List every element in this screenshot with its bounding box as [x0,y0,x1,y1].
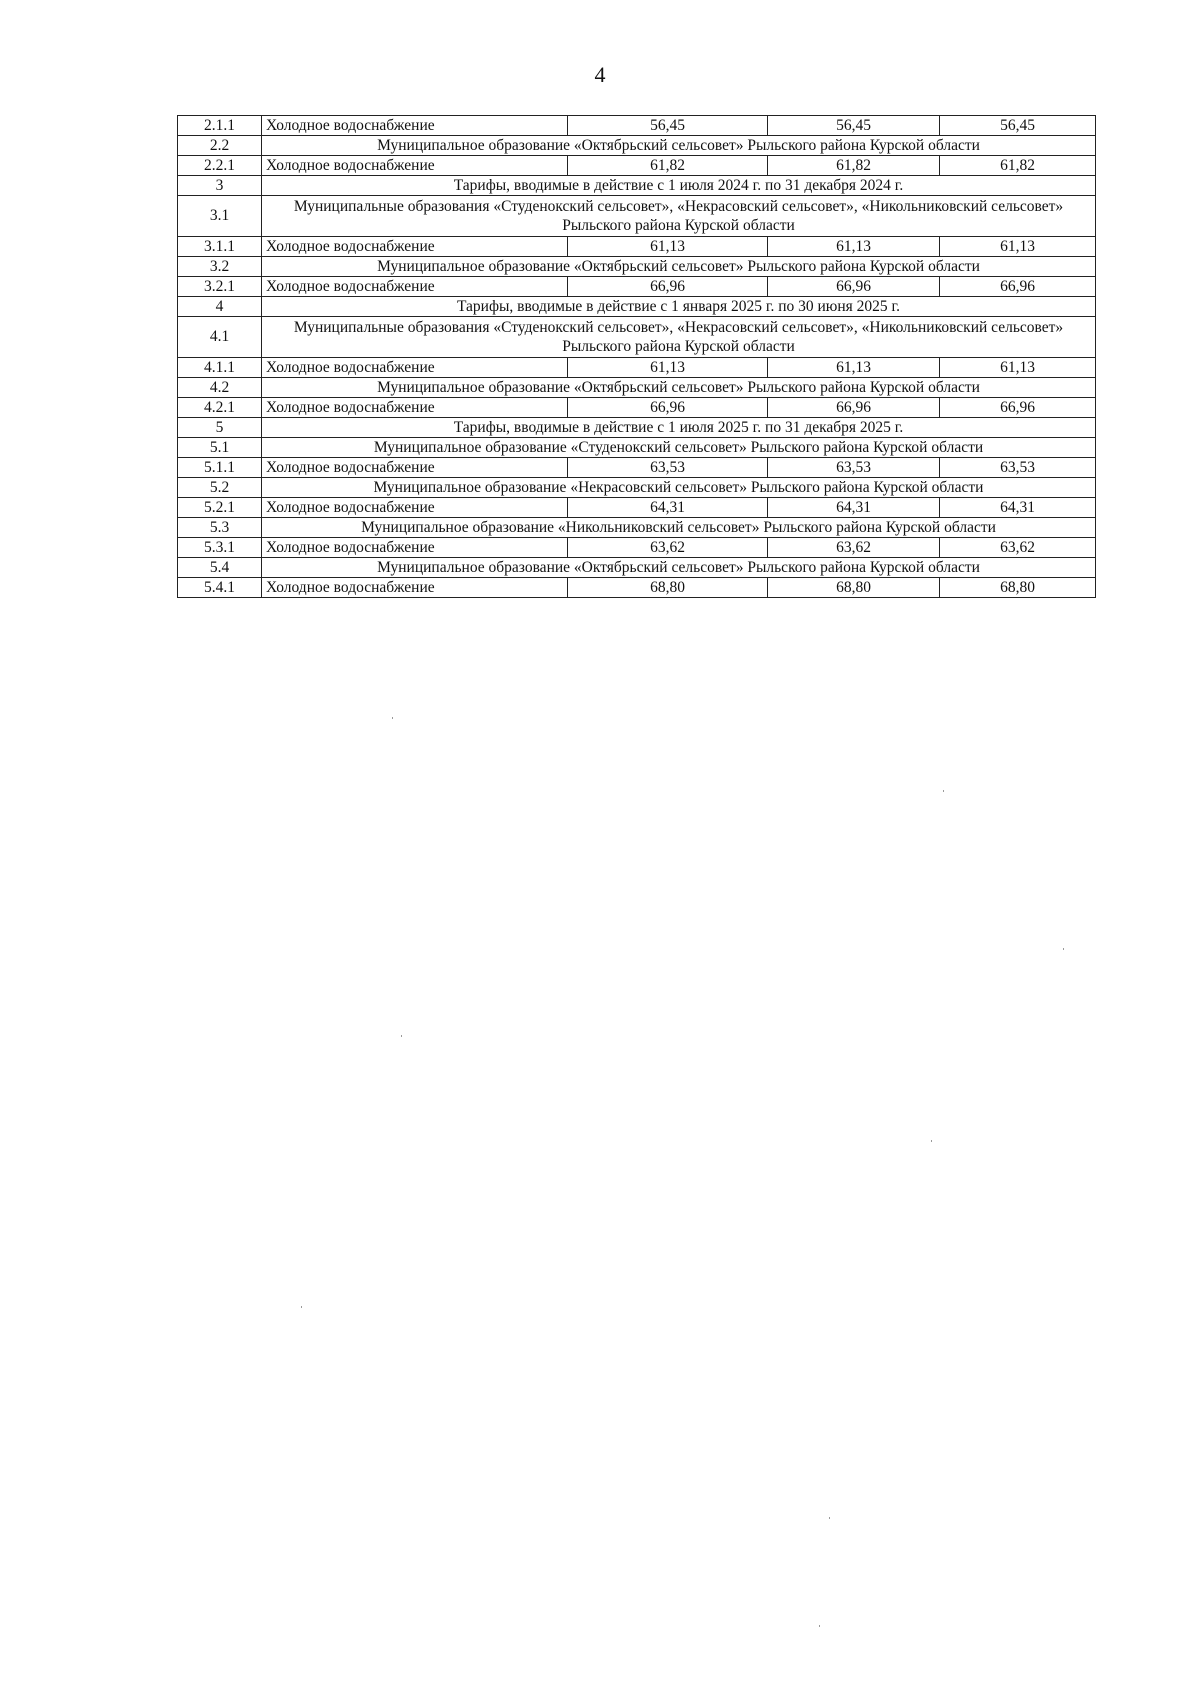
section-title: Муниципальное образование «Октябрьский сельсовет» Рыльского района Курской области [262,378,1096,398]
row-number: 2.2.1 [178,156,262,176]
section-title: Тарифы, вводимые в действие с 1 июля 2025 г. по 31 декабря 2025 г. [262,418,1096,438]
tariff-value: 66,96 [568,277,768,297]
row-number: 5 [178,418,262,438]
tariff-value: 61,82 [568,156,768,176]
tariff-value: 61,13 [768,358,940,378]
scan-speck [392,717,393,719]
tariff-value: 66,96 [568,398,768,418]
section-row [178,257,1096,277]
row-number: 3.2 [178,257,262,277]
row-number: 5.3.1 [178,538,262,558]
section-title: Муниципальное образование «Октябрьский сельсовет» Рыльского района Курской области [262,136,1096,156]
section-title: Муниципальные образования «Студенокский сельсовет», «Некрасовский сельсовет», «Никольниковский сельсовет» Рыльского района Курской области [262,196,1096,237]
section-row [178,378,1096,398]
tariff-table [177,115,1096,598]
scan-speck [401,1035,402,1037]
tariff-value: 63,62 [940,538,1096,558]
tariff-value: 66,96 [768,398,940,418]
section-title: Тарифы, вводимые в действие с 1 июля 2024 г. по 31 декабря 2024 г. [262,176,1096,196]
row-number: 3.1.1 [178,237,262,257]
row-number: 4.2 [178,378,262,398]
tariff-value: 63,53 [940,458,1096,478]
service-name: Холодное водоснабжение [262,116,568,136]
tariff-value: 66,96 [940,398,1096,418]
tariff-row [178,578,1096,598]
row-number: 5.1 [178,438,262,458]
tariff-row [178,237,1096,257]
page-number: 4 [594,62,606,87]
section-row [178,418,1096,438]
tariff-value: 68,80 [568,578,768,598]
tariff-row [178,538,1096,558]
section-title: Муниципальное образование «Октябрьский сельсовет» Рыльского района Курской области [262,257,1096,277]
section-row [178,176,1096,196]
service-name: Холодное водоснабжение [262,277,568,297]
tariff-value: 61,13 [940,358,1096,378]
tariff-value: 56,45 [568,116,768,136]
service-name: Холодное водоснабжение [262,398,568,418]
scan-speck [1063,948,1064,950]
service-name: Холодное водоснабжение [262,458,568,478]
tariff-value: 68,80 [768,578,940,598]
scan-speck [931,1140,932,1142]
service-name: Холодное водоснабжение [262,156,568,176]
tariff-value: 61,13 [568,237,768,257]
section-title: Тарифы, вводимые в действие с 1 января 2025 г. по 30 июня 2025 г. [262,297,1096,317]
section-title: Муниципальное образование «Студенокский сельсовет» Рыльского района Курской области [262,438,1096,458]
row-number: 5.2 [178,478,262,498]
row-number: 5.4 [178,558,262,578]
tariff-value: 66,96 [768,277,940,297]
tariff-row [178,156,1096,176]
tariff-row [178,398,1096,418]
tariff-value: 64,31 [940,498,1096,518]
tariff-row [178,358,1096,378]
tariff-value: 63,62 [768,538,940,558]
section-row [178,478,1096,498]
section-row [178,317,1096,358]
tariff-value: 63,53 [568,458,768,478]
row-number: 3.1 [178,196,262,237]
scan-speck [943,790,944,792]
row-number: 5.3 [178,518,262,538]
section-row [178,558,1096,578]
row-number: 2.2 [178,136,262,156]
tariff-row [178,498,1096,518]
service-name: Холодное водоснабжение [262,358,568,378]
tariff-table-body [178,116,1096,598]
row-number: 4.1.1 [178,358,262,378]
tariff-value: 66,96 [940,277,1096,297]
row-number: 3 [178,176,262,196]
tariff-value: 63,53 [768,458,940,478]
section-row [178,196,1096,237]
tariff-value: 64,31 [568,498,768,518]
tariff-value: 61,13 [940,237,1096,257]
tariff-value: 61,13 [568,358,768,378]
tariff-row [178,277,1096,297]
tariff-value: 61,82 [768,156,940,176]
tariff-value: 63,62 [568,538,768,558]
service-name: Холодное водоснабжение [262,237,568,257]
service-name: Холодное водоснабжение [262,538,568,558]
service-name: Холодное водоснабжение [262,498,568,518]
row-number: 2.1.1 [178,116,262,136]
tariff-value: 61,82 [940,156,1096,176]
row-number: 4.2.1 [178,398,262,418]
tariff-row [178,116,1096,136]
row-number: 5.4.1 [178,578,262,598]
tariff-value: 61,13 [768,237,940,257]
tariff-value: 56,45 [768,116,940,136]
service-name: Холодное водоснабжение [262,578,568,598]
row-number: 4 [178,297,262,317]
tariff-value: 56,45 [940,116,1096,136]
row-number: 5.1.1 [178,458,262,478]
section-title: Муниципальное образование «Октябрьский сельсовет» Рыльского района Курской области [262,558,1096,578]
section-row [178,136,1096,156]
section-row [178,297,1096,317]
scan-speck [829,1517,830,1519]
tariff-value: 64,31 [768,498,940,518]
section-title: Муниципальное образование «Никольниковский сельсовет» Рыльского района Курской области [262,518,1096,538]
section-title: Муниципальные образования «Студенокский сельсовет», «Некрасовский сельсовет», «Никольниковский сельсовет» Рыльского района Курской области [262,317,1096,358]
row-number: 3.2.1 [178,277,262,297]
tariff-value: 68,80 [940,578,1096,598]
scan-speck [819,1625,820,1627]
section-title: Муниципальное образование «Некрасовский сельсовет» Рыльского района Курской области [262,478,1096,498]
section-row [178,438,1096,458]
row-number: 4.1 [178,317,262,358]
scan-speck [301,1306,302,1308]
row-number: 5.2.1 [178,498,262,518]
section-row [178,518,1096,538]
tariff-row [178,458,1096,478]
